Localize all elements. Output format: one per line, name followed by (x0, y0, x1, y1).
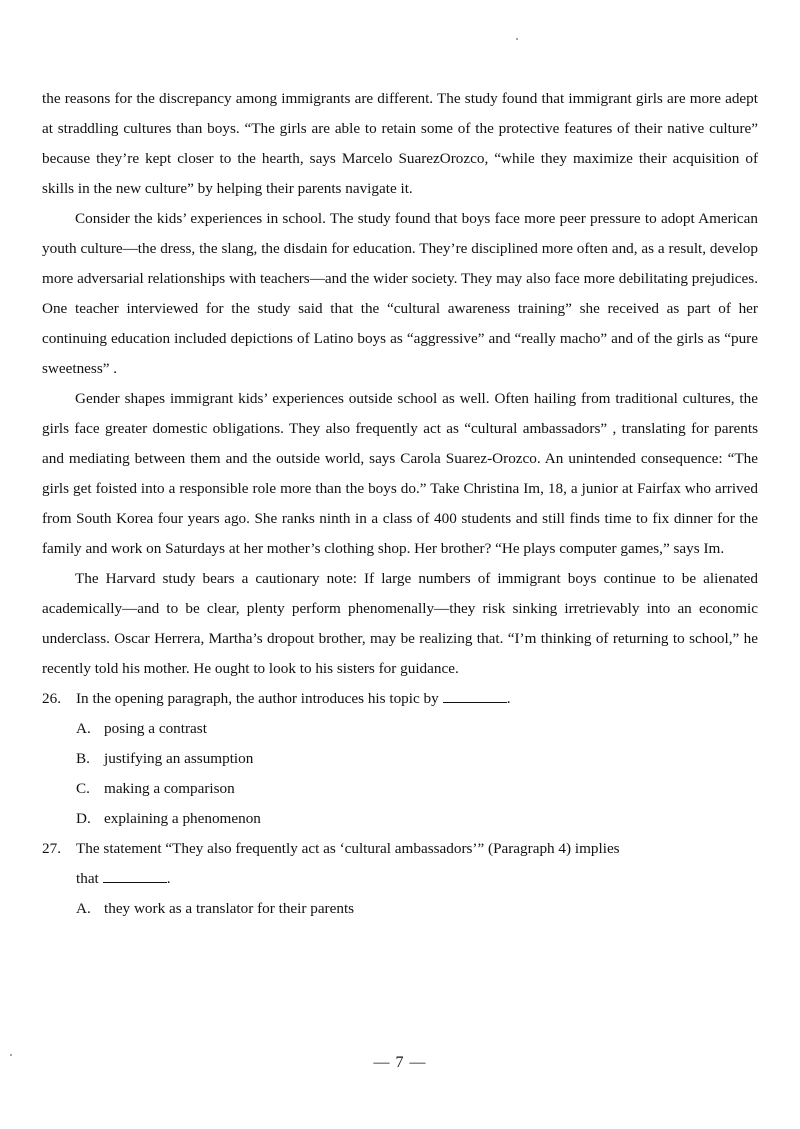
paragraph-4: The Harvard study bears a cautionary note: If large numbers of immigrant boys continue to be alienated academically—and to be clear, plenty perform phenomenally—they risk sinking irretrievably into an economic underclass. Oscar Herrera, Martha’s dropout brother, may be realizing that. “I’m thinking of returning to school,” he recently told his mother. He ought to look to his sisters for guidance. (42, 570, 758, 677)
question-27-continuation (42, 864, 758, 894)
paragraph-2: Consider the kids’ experiences in school. The study found that boys face more peer pressure to adopt American youth culture—the dress, the slang, the disdain for education. They’re disciplined more often and, as a result, develop more adversarial relationships with teachers—and the wider society. They may also face more debilitating prejudices. One teacher interviewed for the study said that the “cultural awareness training” she received as part of her continuing education included depictions of Latino boys as “aggressive” and “really macho” and of the girls as “pure sweetness” . (42, 210, 758, 377)
question-continuation-text: that (76, 870, 99, 887)
page-number: — 7 — (373, 1054, 427, 1071)
option-text: explaining a phenomenon (104, 810, 261, 827)
question-end: . (506, 690, 511, 707)
answer-blank[interactable] (103, 868, 167, 883)
option-text: making a comparison (104, 780, 235, 797)
option-text: they work as a translator for their parents (104, 900, 355, 917)
question-number: 26. (42, 690, 61, 707)
paragraph-3: Gender shapes immigrant kids’ experiences outside school as well. Often hailing from traditional cultures, the girls face greater domestic obligations. They also frequently act as “cultural ambassadors” , translating for parents and mediating between them and the outside world, says Carola Suarez-Orozco. An unintended consequence: “The girls get foisted into a responsible role more than the boys do.” Take Christina Im, 18, a junior at Fairfax who arrived from South Korea four years ago. She ranks ninth in a class of 400 students and still finds time to fix dinner for the family and work on Saturdays at her mother’s clothing shop. Her brother? “He plays computer games,” says Im. (42, 390, 758, 557)
option-26-d[interactable] (42, 804, 758, 834)
question-stem (76, 684, 758, 714)
document-page (42, 84, 758, 924)
option-letter: D. (76, 810, 91, 827)
paragraph-1: the reasons for the discrepancy among immigrants are different. The study found that immigrant girls are more adept at straddling cultures than boys. “The girls are able to retain some of the protective features of their native culture” because they’re kept closer to the hearth, says Marcelo SuarezOrozco, “while they maximize their acquisition of skills in the new culture” by helping their parents navigate it. (42, 90, 758, 197)
option-text: justifying an assumption (104, 750, 254, 767)
answer-blank[interactable] (443, 688, 507, 703)
option-26-b[interactable] (42, 744, 758, 774)
question-26 (42, 684, 758, 714)
question-number: 27. (42, 840, 61, 857)
question-27 (42, 834, 758, 864)
option-26-c[interactable] (42, 774, 758, 804)
option-letter: A. (76, 720, 91, 737)
option-27-a[interactable] (42, 894, 758, 924)
option-text: posing a contrast (104, 720, 207, 737)
option-letter: A. (76, 900, 91, 917)
question-end: . (166, 870, 171, 887)
option-letter: C. (76, 780, 90, 797)
scan-speck (516, 38, 518, 40)
question-stem: The statement “They also frequently act as ‘cultural ambassadors’” (Paragraph 4) implies (76, 840, 620, 857)
option-letter: B. (76, 750, 90, 767)
option-26-a[interactable] (42, 714, 758, 744)
question-stem-text: In the opening paragraph, the author introduces his topic by (76, 690, 439, 707)
